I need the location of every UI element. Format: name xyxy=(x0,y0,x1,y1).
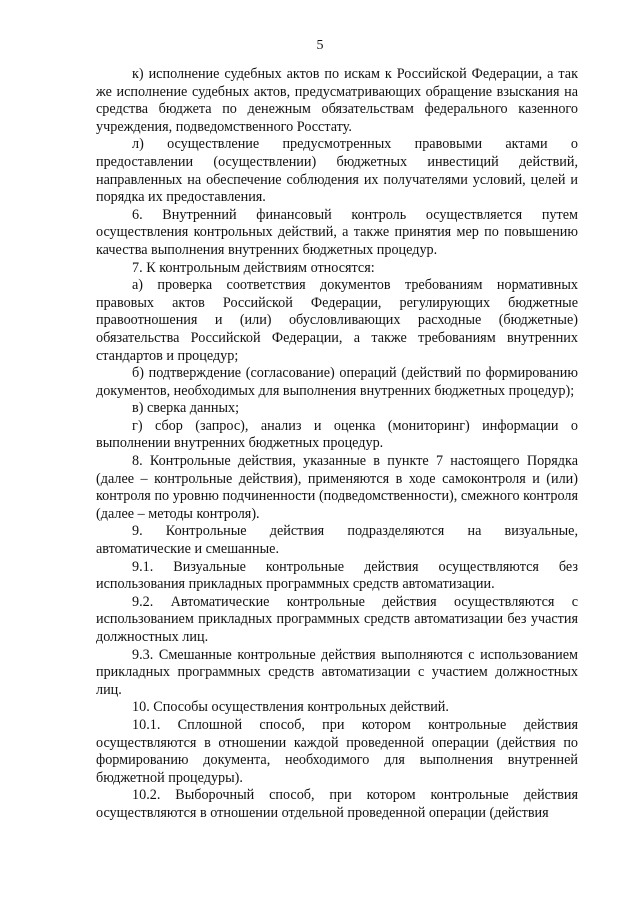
paragraph-7-control-actions: 7. К контрольным действиям относятся: xyxy=(132,259,375,276)
paragraph-7g-monitoring: г) сбор (запрос), анализ и оценка (мониторинг) информации о выполнении внутренних бюджетных процедур. xyxy=(96,417,578,452)
paragraph-6-internal-control: 6. Внутренний финансовый контроль осуществляется путем осуществления контрольных действий, а также принятия мер по повышению качества выполнения внутренних бюджетных процедур. xyxy=(96,206,578,258)
paragraph-8-control-methods: 8. Контрольные действия, указанные в пункте 7 настоящего Порядка (далее – контрольные действия), применяются в ходе самоконтроля и (или) контроля по уровню подчиненности (подведомственности), смежного контроля (далее – методы контроля). xyxy=(96,453,578,522)
paragraph-k-court-acts: к) исполнение судебных актов по искам к Российской Федерации, а так же исполнение судебных актов, предусматривающих обращение взыскания на средства бюджета по денежным обязательствам федерального казенного учреждения, подведомственного Росстату. xyxy=(96,66,578,135)
paragraph-9-action-types: 9. Контрольные действия подразделяются на визуальные, автоматические и смешанные. xyxy=(96,523,578,558)
paragraph-9-3-mixed: 9.3. Смешанные контрольные действия выполняются с использованием прикладных программных средств автоматизации с участием должностных лиц. xyxy=(96,646,578,698)
paragraph-10-1-continuous: 10.1. Сплошной способ, при котором контрольные действия осуществляются в отношении каждой проведенной операции (действия по формированию документа, необходимого для выполнения внутренней бюджетной процедуры). xyxy=(96,716,578,786)
paragraph-9-2-automatic: 9.2. Автоматические контрольные действия осуществляются с использованием прикладных программных средств автоматизации без участия должностных лиц. xyxy=(96,593,578,645)
paragraph-7a-document-check: а) проверка соответствия документов требованиям нормативных правовых актов Российской Федерации, регулирующих бюджетные правоотношения и (или) обусловливающих расходные (бюджетные) обязательства Российской Федерации, а также требованиям внутренних стандартов и процедур; xyxy=(96,277,578,364)
paragraph-10-methods: 10. Способы осуществления контрольных действий. xyxy=(132,699,449,716)
document-body xyxy=(96,66,578,823)
paragraph-7b-confirmation: б) подтверждение (согласование) операций (действий по формированию документов, необходимых для выполнения внутренних бюджетных процедур); xyxy=(96,365,578,399)
paragraph-l-budget-investments: л) осуществление предусмотренных правовыми актами о предоставлении (осуществлении) бюджетных инвестиций действий, направленных на обеспечение соблюдения их получателями условий, целей и порядка их предоставления. xyxy=(96,136,578,206)
paragraph-9-1-visual: 9.1. Визуальные контрольные действия осуществляются без использования прикладных программных средств автоматизации. xyxy=(96,558,578,593)
paragraph-7v-reconciliation: в) сверка данных; xyxy=(132,400,240,417)
paragraph-10-2-selective: 10.2. Выборочный способ, при котором контрольные действия осуществляются в отношении отдельной проведенной операции (действия xyxy=(96,787,578,821)
page-number: 5 xyxy=(316,38,324,53)
